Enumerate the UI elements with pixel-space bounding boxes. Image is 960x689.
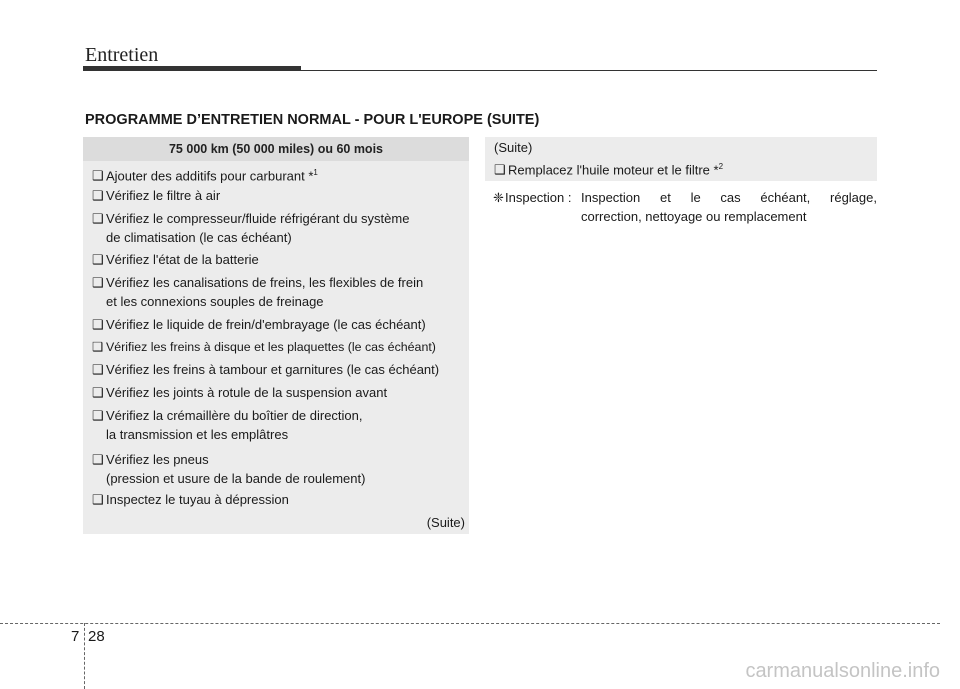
note-symbol-icon: ❈ xyxy=(493,190,504,205)
item-text-continued: la transmission et les emplâtres xyxy=(106,427,289,442)
inspection-note xyxy=(493,188,877,224)
footnote-marker: 1 xyxy=(313,168,318,177)
continued-label: (Suite) xyxy=(494,140,533,155)
checkbox-icon: ❑ xyxy=(92,452,104,467)
item-text: Vérifiez la crémaillère du boîtier de direction, xyxy=(106,408,363,423)
note-text-line2: correction, nettoyage ou remplacement xyxy=(581,209,807,224)
list-item xyxy=(92,406,363,444)
maintenance-panel-left xyxy=(83,137,469,534)
checkbox-icon: ❑ xyxy=(92,211,104,226)
list-item xyxy=(92,338,436,357)
checkbox-icon: ❑ xyxy=(92,188,104,203)
item-text-continued: (pression et usure de la bande de roulement) xyxy=(106,471,366,486)
item-text: Vérifiez le liquide de frein/d'embrayage (le cas échéant) xyxy=(106,317,426,332)
list-item xyxy=(92,186,220,205)
list-item xyxy=(92,209,409,247)
checkbox-icon: ❑ xyxy=(92,317,104,332)
note-label: Inspection : xyxy=(505,190,572,205)
section-title: PROGRAMME D’ENTRETIEN NORMAL - POUR L'EUROPE (SUITE) xyxy=(85,112,540,128)
checkbox-icon: ❑ xyxy=(92,275,104,290)
list-item xyxy=(92,450,365,488)
interval-heading: 75 000 km (50 000 miles) ou 60 mois xyxy=(83,137,469,161)
list-item xyxy=(92,315,426,334)
list-item xyxy=(92,163,318,185)
list-item xyxy=(494,157,723,179)
page-number: 28 xyxy=(88,628,105,645)
item-text: Remplacez l'huile moteur et le filtre * xyxy=(508,162,719,178)
item-text: Vérifiez les freins à tambour et garnitures (le cas échéant) xyxy=(106,362,440,377)
item-text: Vérifiez les canalisations de freins, les flexibles de frein xyxy=(106,275,424,290)
item-text: Vérifiez les joints à rotule de la suspension avant xyxy=(106,385,388,400)
header-rule-thin xyxy=(301,70,877,71)
item-text: Vérifiez les pneus xyxy=(106,452,209,467)
item-text: Vérifiez le filtre à air xyxy=(106,188,221,203)
item-text: Inspectez le tuyau à dépression xyxy=(106,492,289,507)
item-text: Vérifiez les freins à disque et les plaquettes (le cas échéant) xyxy=(106,340,436,354)
chapter-number: 7 xyxy=(71,628,80,645)
item-text-continued: de climatisation (le cas échéant) xyxy=(106,230,292,245)
list-item xyxy=(92,273,423,311)
list-item xyxy=(92,490,289,509)
checkbox-icon: ❑ xyxy=(92,168,104,184)
maintenance-panel-right xyxy=(485,137,877,181)
list-item xyxy=(92,383,387,402)
item-text: Vérifiez le compresseur/fluide réfrigérant du système xyxy=(106,211,410,226)
checkbox-icon: ❑ xyxy=(92,252,104,267)
watermark: carmanualsonline.info xyxy=(745,660,940,682)
checkbox-icon: ❑ xyxy=(92,362,104,377)
footer-vertical-divider xyxy=(84,623,85,689)
checkbox-icon: ❑ xyxy=(494,162,506,178)
item-text: Vérifiez l'état de la batterie xyxy=(106,252,259,267)
checkbox-icon: ❑ xyxy=(92,408,104,423)
checkbox-icon: ❑ xyxy=(92,492,104,507)
chapter-header-title: Entretien xyxy=(85,44,159,66)
list-item xyxy=(92,360,439,379)
continued-label: (Suite) xyxy=(426,515,465,530)
footnote-marker: 2 xyxy=(718,162,724,171)
checkbox-icon: ❑ xyxy=(92,340,104,354)
footer-divider xyxy=(0,623,940,624)
header-rule-thick xyxy=(83,66,301,71)
note-text-line1: Inspection et le cas échéant, réglage, xyxy=(581,190,877,205)
list-item xyxy=(92,250,259,269)
item-text-continued: et les connexions souples de freinage xyxy=(106,294,324,309)
checkbox-icon: ❑ xyxy=(92,385,104,400)
item-text: Ajouter des additifs pour carburant * xyxy=(106,168,314,184)
